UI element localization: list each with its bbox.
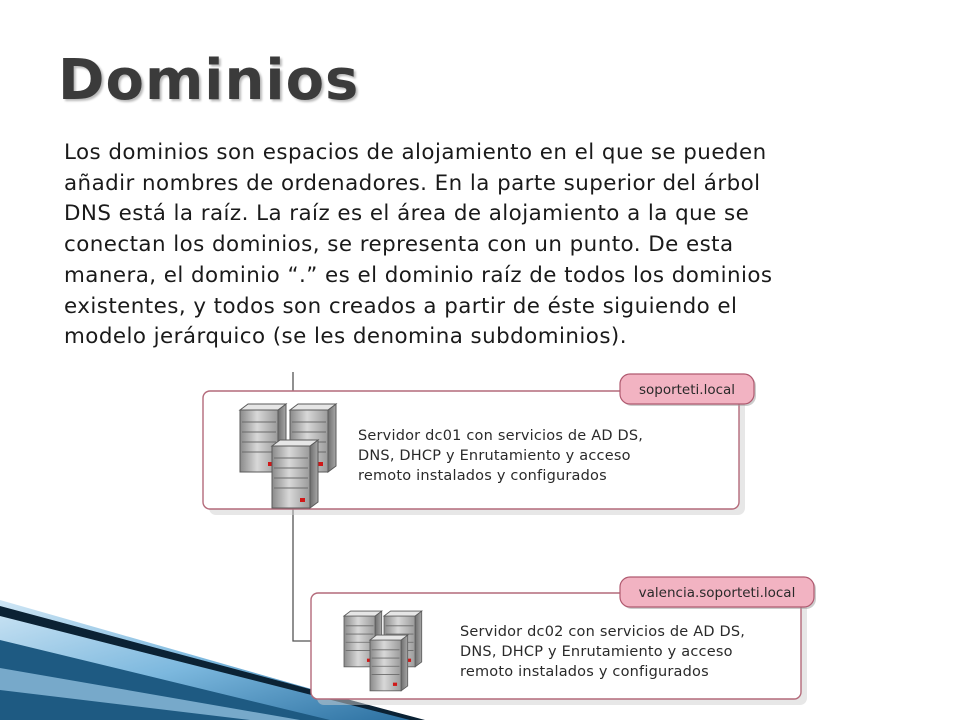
body-line: conectan los dominios, se representa con un punto. De esta	[64, 232, 734, 258]
domain-tag-label: valencia.soporteti.local	[638, 585, 796, 601]
slide-title: Dominios	[58, 48, 360, 113]
server-description-line: remoto instalados y configurados	[358, 468, 607, 484]
domain-box-soporteti	[203, 391, 745, 515]
body-line: existentes, y todos son creados a partir de éste siguiendo el	[64, 293, 738, 319]
server-description-line: remoto instalados y configurados	[460, 664, 709, 680]
domain-tag-valencia	[620, 577, 816, 609]
body-line: manera, el dominio “.” es el dominio raíz de todos los dominios	[64, 262, 773, 288]
domain-tag-soporteti	[620, 374, 756, 406]
server-description-line: Servidor dc02 con servicios de AD DS,	[460, 624, 746, 640]
server-description-line: DNS, DHCP y Enrutamiento y acceso	[358, 448, 631, 464]
body-line: añadir nombres de ordenadores. En la parte superior del árbol	[64, 170, 761, 196]
body-line: Los dominios son espacios de alojamiento en el que se pueden	[64, 140, 767, 165]
server-description-line: Servidor dc01 con servicios de AD DS,	[358, 428, 644, 444]
domain-tag-label: soporteti.local	[638, 382, 736, 398]
domain-box-valencia	[311, 593, 807, 705]
body-line: DNS está la raíz. La raíz es el área de alojamiento a la que se	[64, 201, 750, 227]
server-description-line: DNS, DHCP y Enrutamiento y acceso	[460, 644, 733, 660]
body-line: modelo jerárquico (se les denomina subdominios).	[64, 324, 627, 350]
